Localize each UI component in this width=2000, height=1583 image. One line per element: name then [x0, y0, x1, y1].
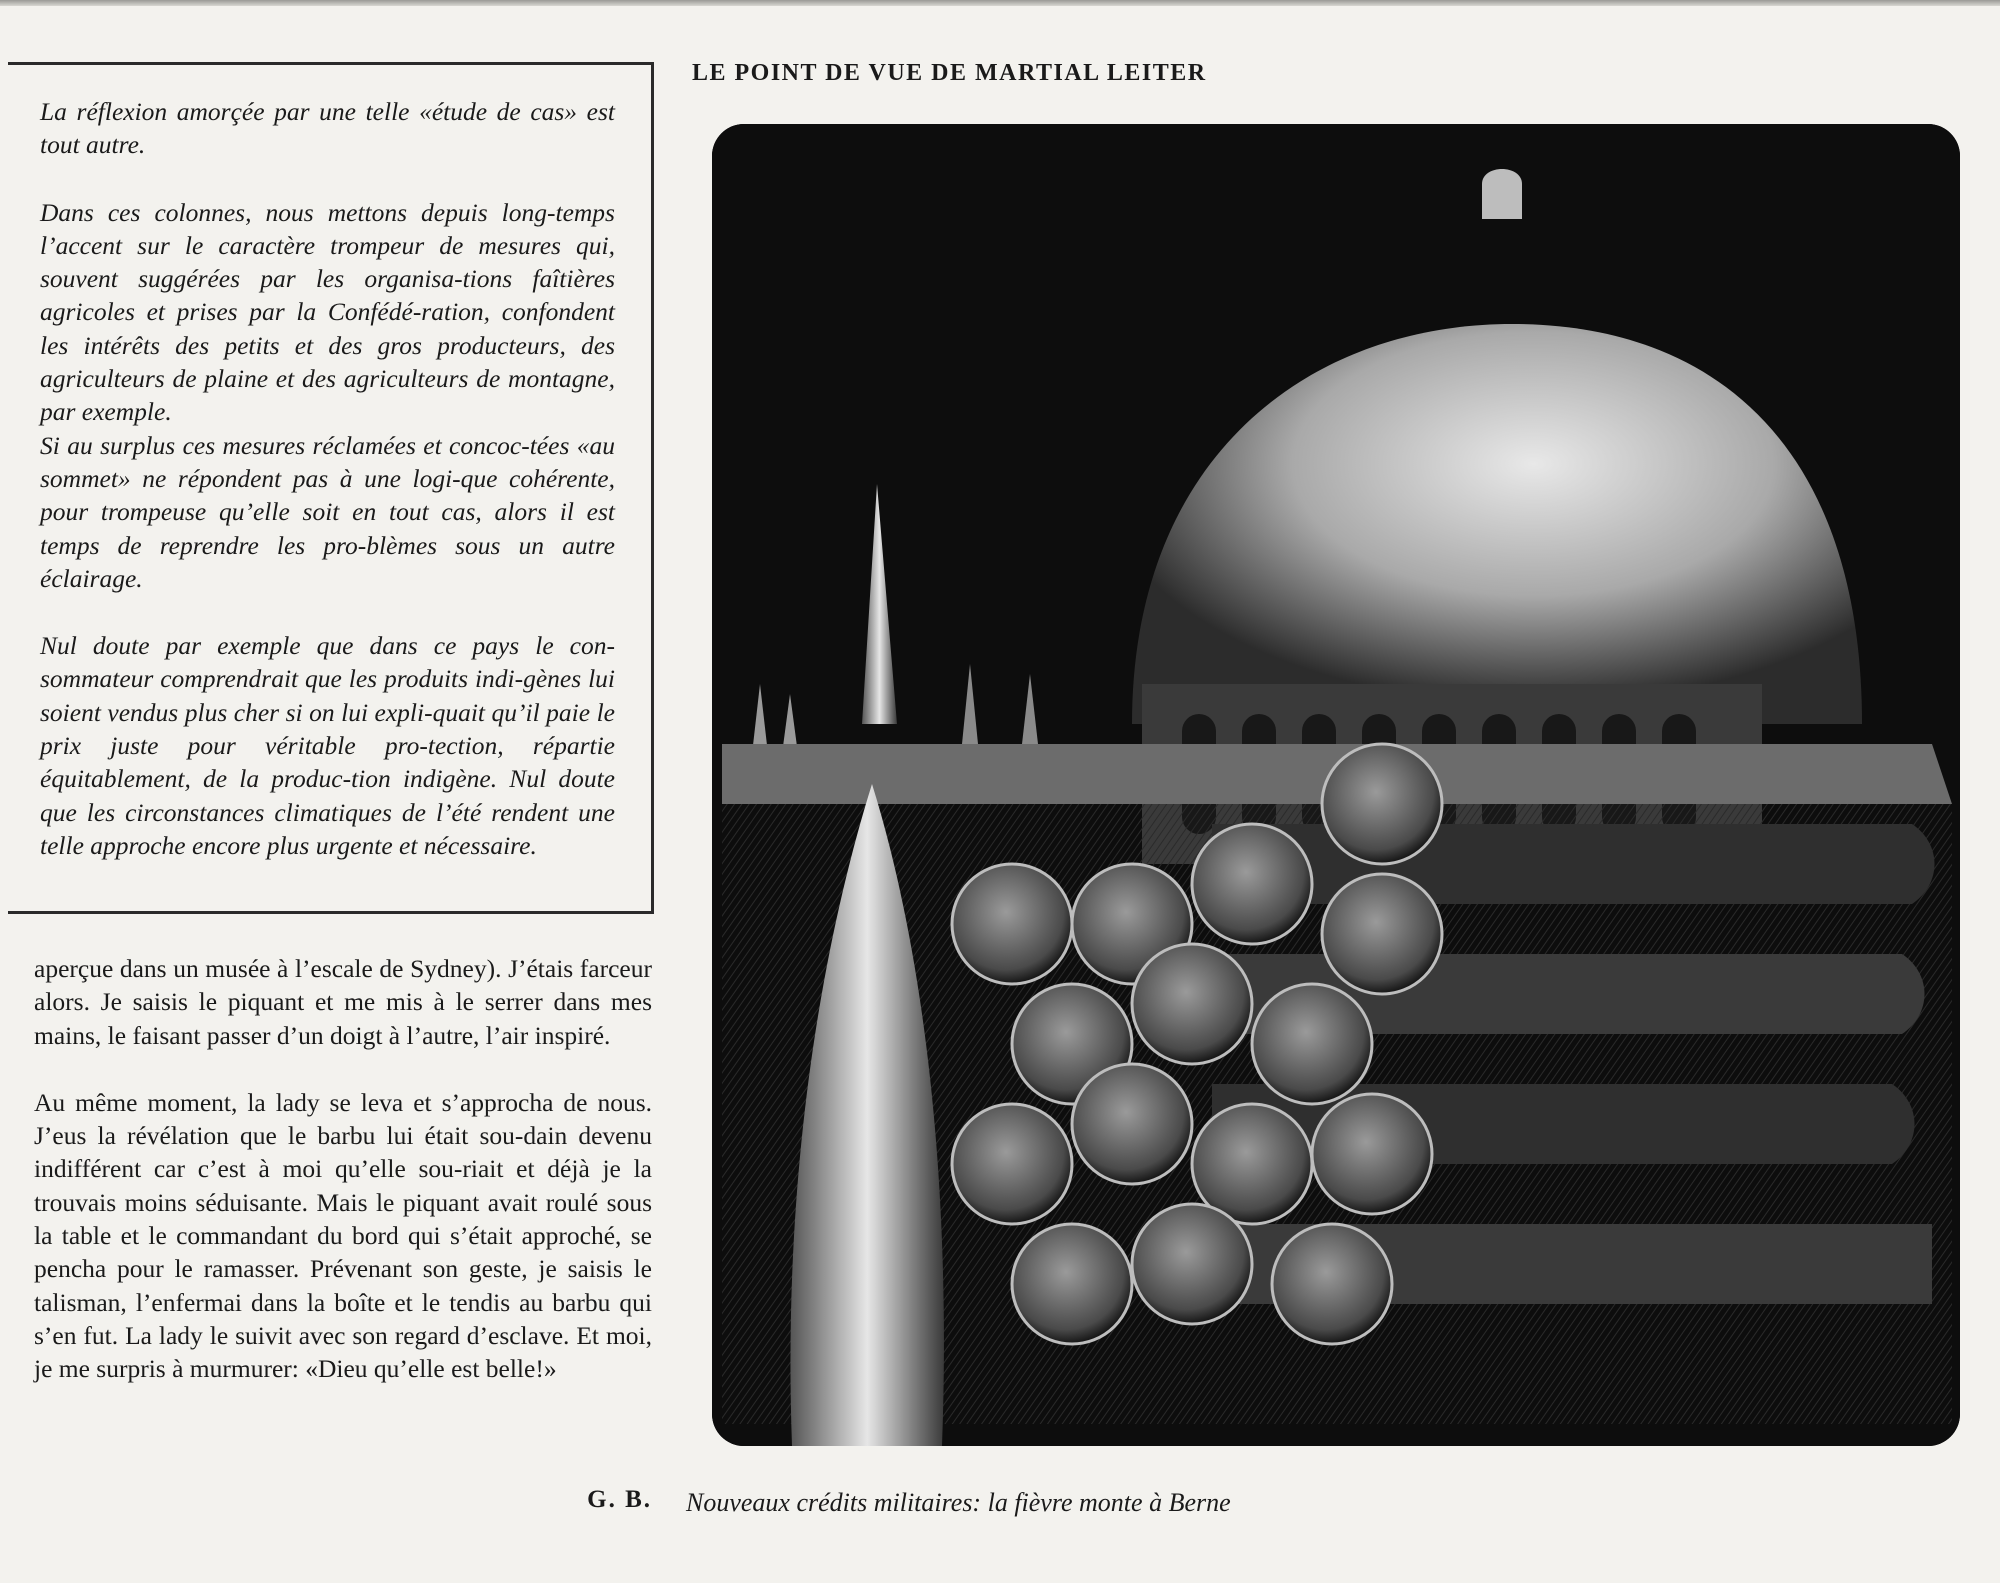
box-paragraph: La réflexion amorçée par une telle «étude de cas» est tout autre. — [40, 97, 615, 160]
story-paragraph: aperçue dans un musée à l’escale de Sydney). J’étais farceur alors. Je saisis le piquant et me mis à le serrer dans mes mains, le faisant passer d’un doigt à l’autre, l’air inspiré. — [34, 954, 652, 1050]
box-paragraph: Si au surplus ces mesures réclamées et concoc-tées «au sommet» ne répondent pas à une logi-que cohérente, pour trompeuse qu’elle soit en tout cas, alors il est temps de reprendre les pro-blèmes sous un autre éclairage. — [40, 430, 615, 593]
author-signature: G. B. — [587, 1486, 652, 1513]
top-rule — [0, 0, 2000, 6]
illustration-heading: LE POINT DE VUE DE MARTIAL LEITER — [692, 60, 1207, 86]
story-paragraph: Au même moment, la lady se leva et s’approcha de nous. J’eus la révélation que le barbu lui était sou-dain devenu indifférent car c’est à moi qu’elle sou-riait et déjà je la trouvais moins séduisante. Mais le piquant avait roulé sous la table et le commandant du bord qui s’était approché, se pencha pour le ramasser. Prévenant son geste, je saisis le talisman, l’enfermai dans la boîte et le tendis au barbu qui s’en fut. La lady le suivit avec son regard d’esclave. Et moi, je me surpris à murmurer: «Dieu qu’elle est belle!» — [34, 1087, 652, 1384]
box-paragraph: Nul doute par exemple que dans ce pays le con-sommateur comprendrait que les produits indi-gènes lui soient vendus plus cher si on lui expli-quait qu’il paie le prix juste pour véritable pro-tection, répartie équitablement, de la produc-tion indigène. Nul doute que les circonstances climatiques de l’été rendent une telle approche encore plus urgente et nécessaire. — [40, 631, 615, 860]
story-column — [34, 952, 652, 1420]
boxed-commentary — [8, 62, 654, 914]
editorial-illustration — [712, 124, 1960, 1446]
box-paragraph: Dans ces colonnes, nous mettons depuis long-temps l’accent sur le caractère trompeur de mesures qui, souvent suggérées par les organisa-tions faîtières agricoles et prises par la Confédé-ration, confondent les intérêts des petits et des gros producteurs, des agriculteurs de plaine et des agriculteurs de montagne, par exemple. — [40, 197, 615, 427]
illustration-caption: Nouveaux crédits militaires: la fièvre monte à Berne — [686, 1488, 1231, 1517]
illustration-artwork — [712, 124, 1960, 1446]
